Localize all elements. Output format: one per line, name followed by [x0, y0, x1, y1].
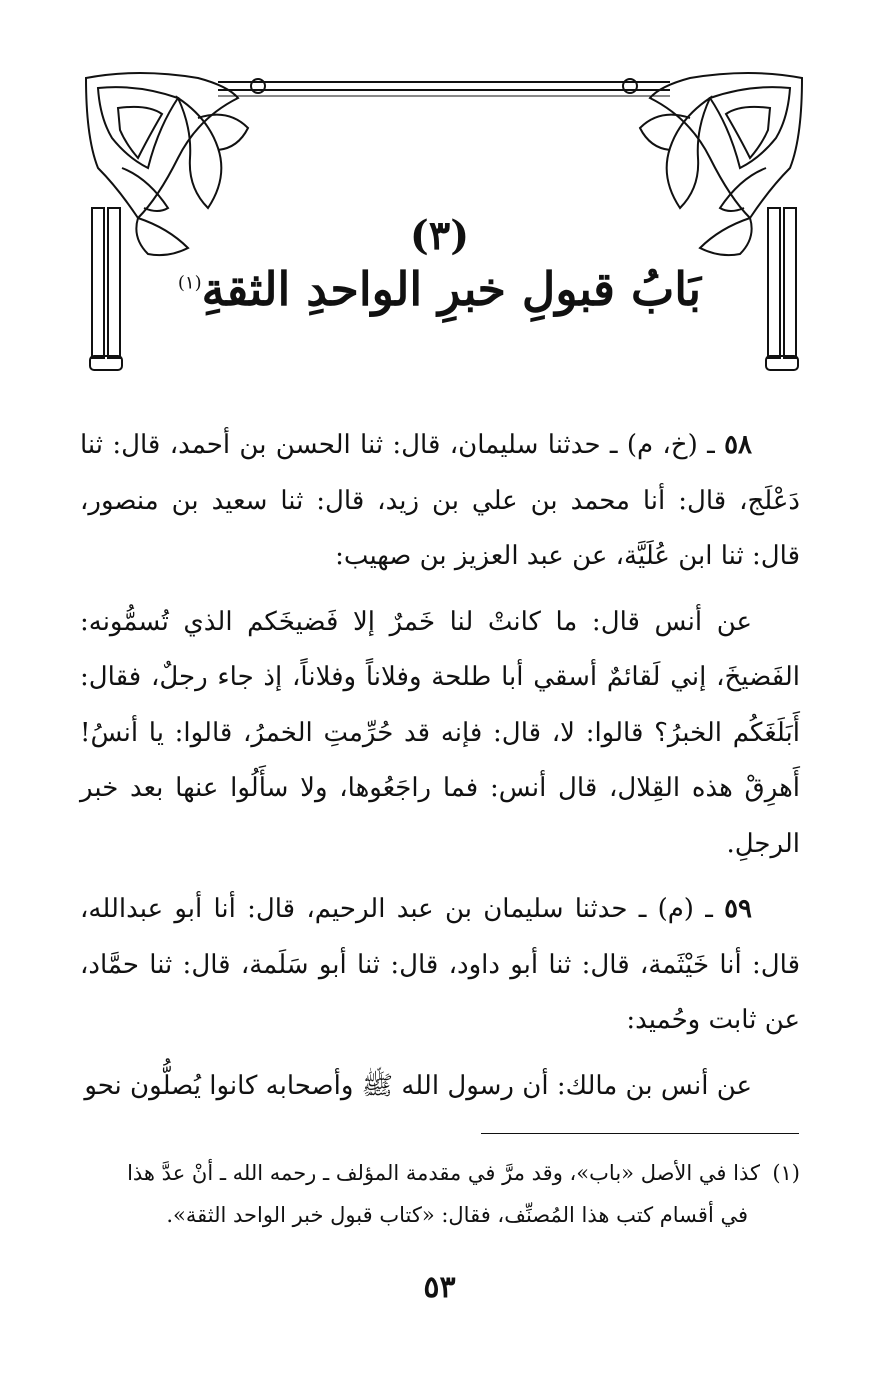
footnote-text: كذا في الأصل «باب»، وقد مرَّ في مقدمة المؤلف ـ رحمه الله ـ أنْ عدَّ هذا	[127, 1161, 760, 1185]
paragraph-hadith-59	[80, 882, 800, 1049]
footnote-marker: (١)	[772, 1161, 800, 1185]
hadith-number: ٥٩	[724, 894, 752, 924]
footnote-1-line-2: في أقسام كتب هذا المُصنِّف، فقال: «كتاب قبول خبر الواحد الثقة».	[166, 1203, 748, 1227]
chapter-number: (٣)	[409, 212, 470, 259]
paragraph-text: ـ (خ، م) ـ حدثنا سليمان، قال: ثنا الحسن بن أحمد، قال: ثنا دَعْلَج، قال: أنا محمد بن علي بن زيد، قال: ثنا سعيد بن منصور، قال: ثنا ابن عُلَيَّة، عن عبد العزيز بن صهيب:	[80, 430, 800, 571]
footnote-1-line-1	[80, 1152, 800, 1194]
hadith-number: ٥٨	[724, 430, 752, 460]
paragraph-hadith-58	[80, 418, 800, 585]
title-footnote-marker: (١)	[177, 272, 202, 294]
chapter-title-text: بَابُ قبولِ خبرِ الواحدِ الثقةِ	[201, 262, 702, 316]
page-number: ٥٣	[423, 1270, 456, 1305]
footnotes	[80, 1152, 800, 1236]
paragraph-text: ـ (م) ـ حدثنا سليمان بن عبد الرحيم، قال: أنا أبو عبدالله، قال: أنا خَيْثَمة، قال: ثنا أبو داود، قال: ثنا أبو سَلَمة، قال: ثنا حمَّاد، عن ثابت وحُميد:	[80, 894, 800, 1035]
chapter-title	[0, 262, 879, 316]
paragraph-matn-59	[80, 1059, 800, 1115]
paragraph-text: عن أنس قال: ما كانتْ لنا خَمرٌ إلا فَضيخَكم الذي تُسمُّونه: الفَضيخَ، إني لَقائمٌ أسقي أبا طلحة وفلاناً وفلاناً، إذ جاء رجلٌ، فقال: أَبَلَغَكُم الخبرُ؟ قالوا: لا، قال: فإنه قد حُرِّمتِ الخمرُ، قالوا: يا أنسُ! أَهرِقْ هذه القِلال، قال أنس: فما راجَعُوها، ولا سأَلُوا عنها بعد خبر الرجلِ.	[80, 606, 800, 859]
footnote-separator	[481, 1133, 799, 1134]
paragraph-matn-58	[80, 595, 800, 873]
paragraph-text: عن أنس بن مالك: أن رسول الله ﷺ وأصحابه كانوا يُصلُّون نحو	[84, 1070, 752, 1101]
main-text	[80, 418, 800, 1124]
